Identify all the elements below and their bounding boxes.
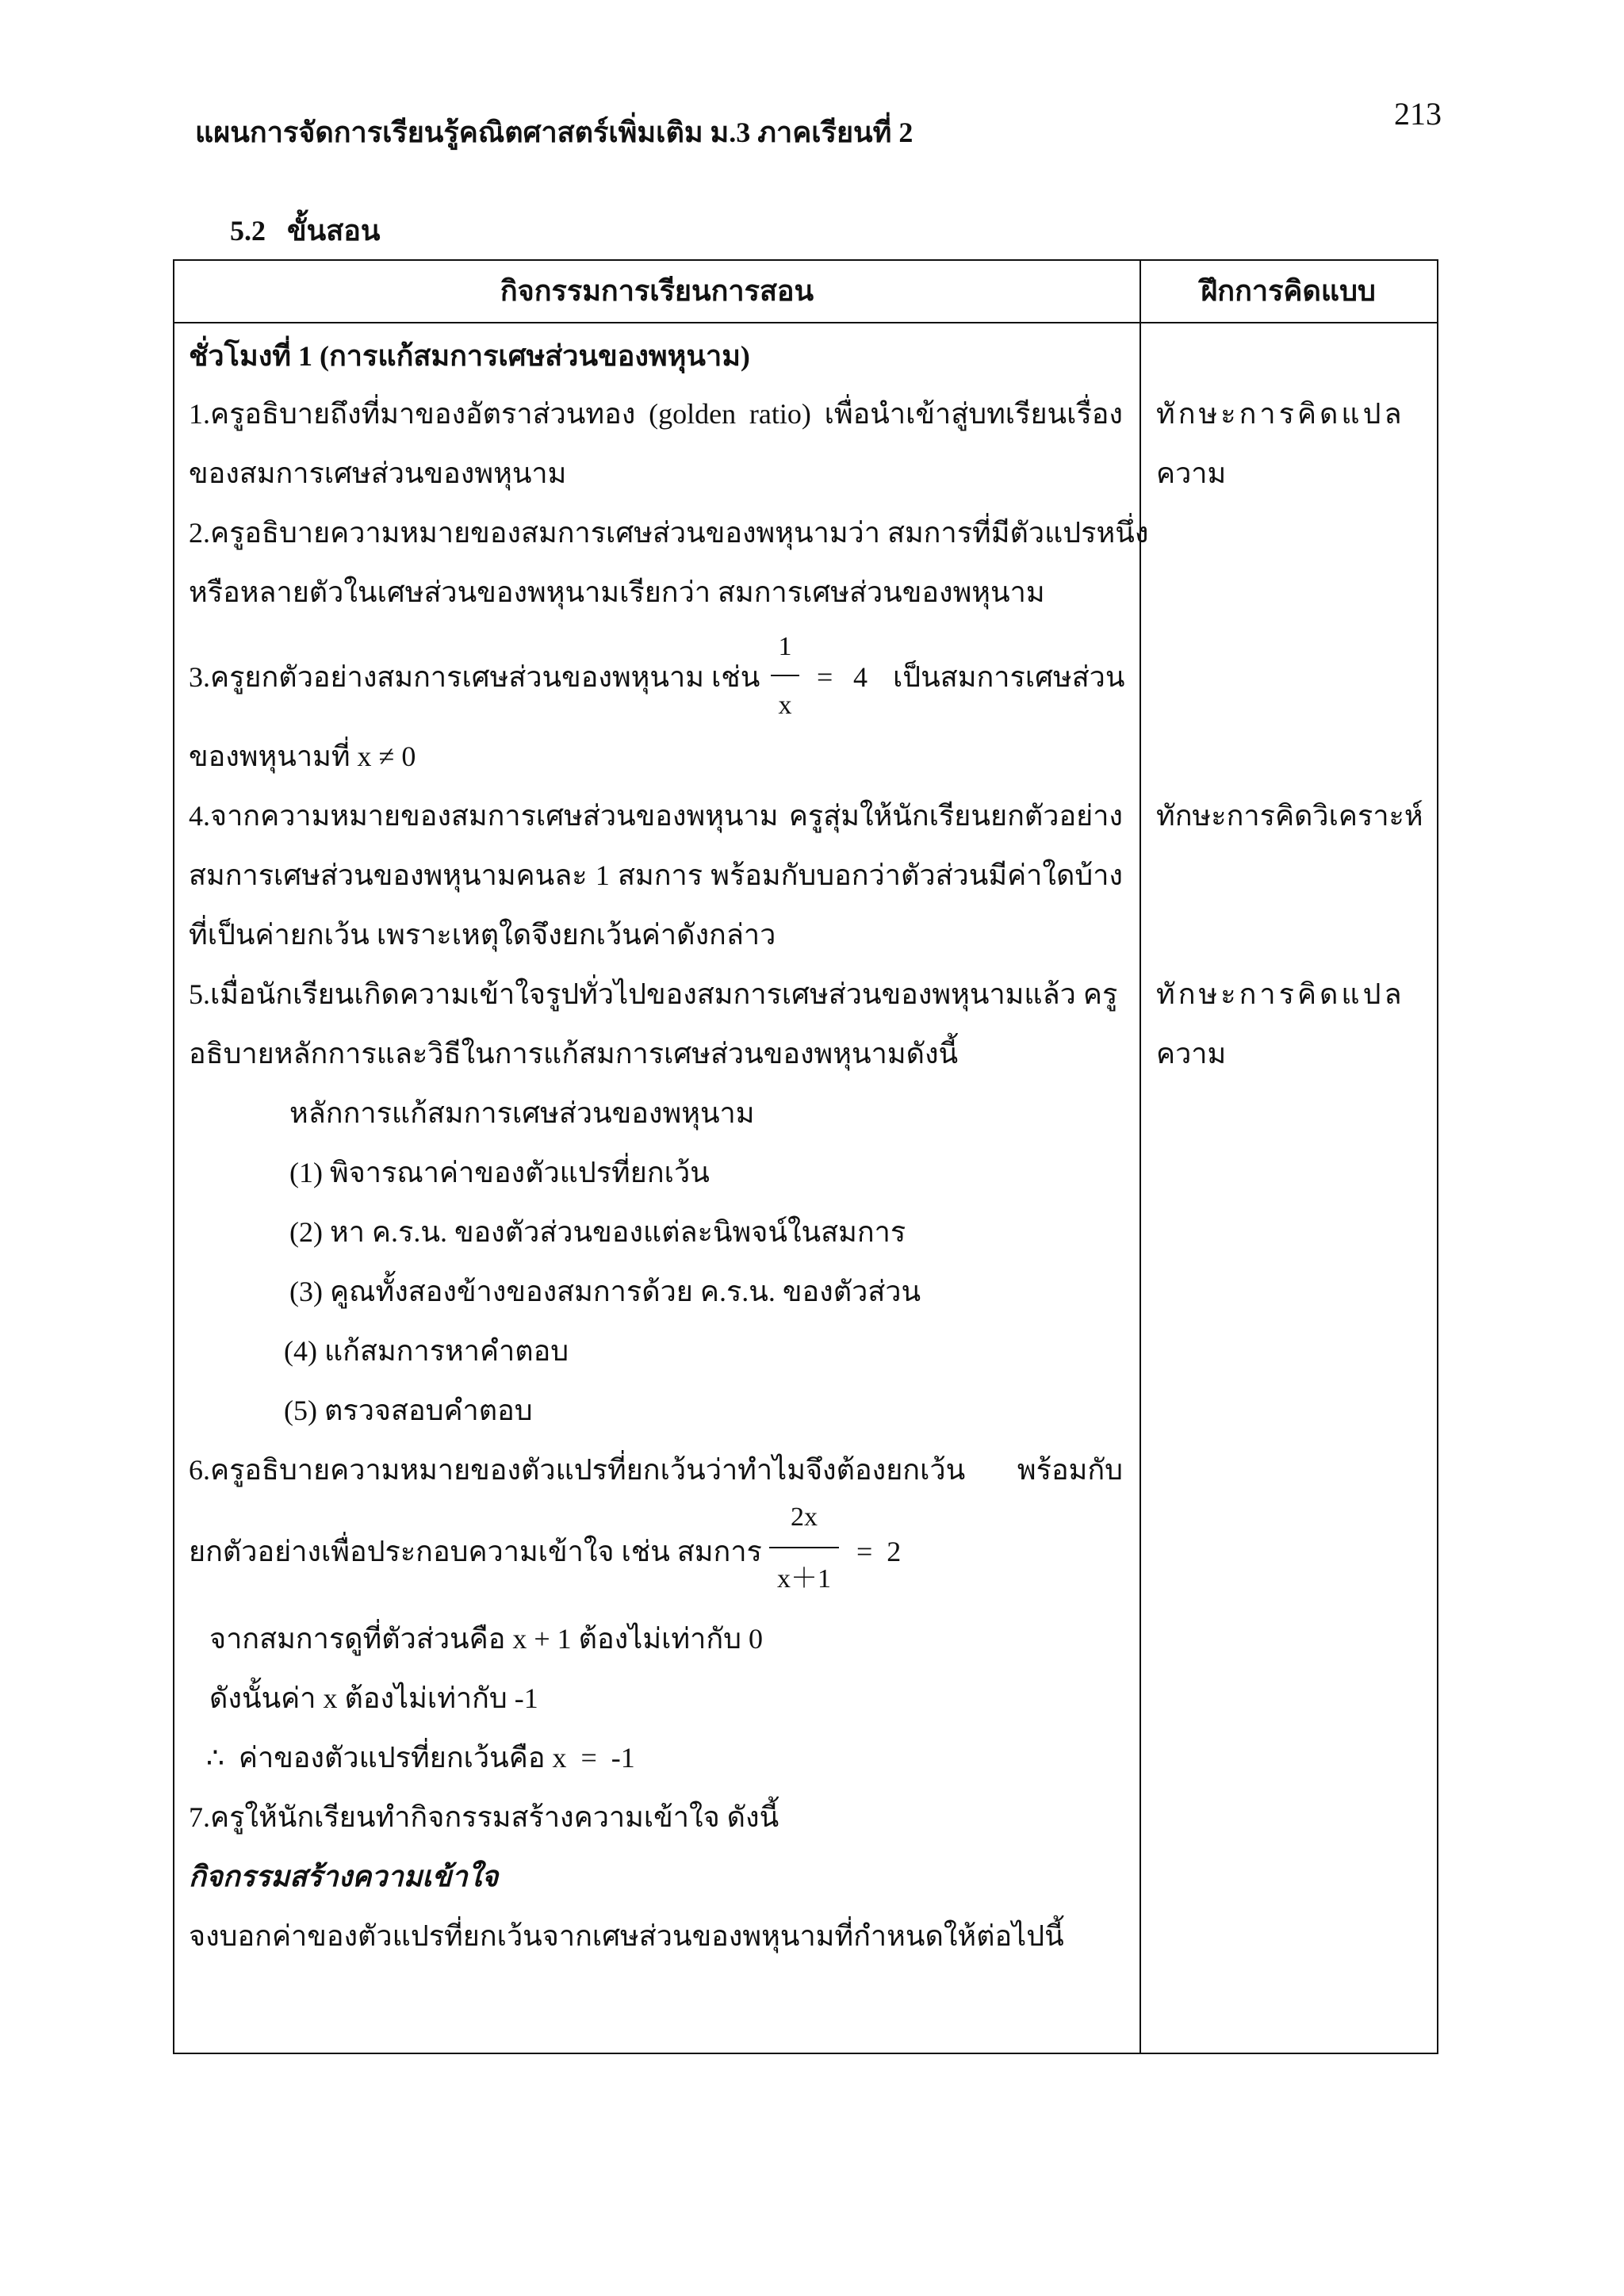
step6-lead: ยกตัวอย่างเพื่อประกอบความเข้าใจ เช่น สมการ — [189, 1536, 762, 1567]
step3-fraction-denominator: x — [778, 691, 792, 720]
step2-line2: หรือหลายตัวในเศษส่วนของพหุนามเรียกว่า สมการเศษส่วนของพหุนาม — [189, 576, 1045, 608]
skill-interpret-1-cont: ความ — [1156, 457, 1227, 489]
lesson-table — [173, 259, 1438, 2054]
skill-column-header: ฝึกการคิดแบบ — [1201, 275, 1376, 307]
step6-rhs: = 2 — [856, 1536, 902, 1567]
page-number: 213 — [1394, 96, 1442, 132]
activity-title: กิจกรรมสร้างความเข้าใจ — [189, 1861, 499, 1892]
principle-2: (2) หา ค.ร.น. ของตัวส่วนของแต่ละนิพจน์ในสมการ — [289, 1216, 906, 1248]
step3-rhs: 4 — [853, 661, 868, 693]
principles-title: หลักการแก้สมการเศษส่วนของพหุนาม — [289, 1097, 755, 1129]
step3-equals: = — [817, 661, 833, 693]
step3-line2: ของพหุนามที่ x ≠ 0 — [189, 740, 416, 772]
skill-interpret-2: ทักษะการคิดแปล — [1156, 978, 1405, 1010]
activity-instruction: จงบอกค่าของตัวแปรที่ยกเว้นจากเศษส่วนของพหุนามที่กำหนดให้ต่อไปนี้ — [189, 1920, 1064, 1952]
fraction-bar — [771, 675, 799, 676]
step3-fraction-numerator: 1 — [778, 632, 792, 661]
step6-note-1: จากสมการดูที่ตัวส่วนคือ x + 1 ต้องไม่เท่ากับ 0 — [209, 1623, 763, 1655]
document-header-title: แผนการจัดการเรียนรู้คณิตศาสตร์เพิ่มเติม ม.3 ภาคเรียนที่ 2 — [195, 117, 914, 148]
step6-fraction-denominator: x＋1 — [777, 1564, 831, 1594]
step6-fraction — [769, 1504, 839, 1599]
principle-5: (5) ตรวจสอบคำตอบ — [284, 1395, 533, 1426]
step6-note-3: ∴ ค่าของตัวแปรที่ยกเว้นคือ x = -1 — [206, 1742, 635, 1774]
step4-line1: 4.จากความหมายของสมการเศษส่วนของพหุนาม ครูสุ่มให้นักเรียนยกตัวอย่าง — [189, 800, 1123, 832]
step4-line2: สมการเศษส่วนของพหุนามคนละ 1 สมการ พร้อมกับบอกว่าตัวส่วนมีค่าใดบ้าง — [189, 859, 1123, 891]
step6-note-2: ดังนั้นค่า x ต้องไม่เท่ากับ -1 — [209, 1682, 538, 1714]
hour-title: ชั่วโมงที่ 1 (การแก้สมการเศษส่วนของพหุนาม) — [189, 340, 750, 372]
principle-1: (1) พิจารณาค่าของตัวแปรที่ยกเว้น — [289, 1157, 710, 1188]
step3-lead: 3.ครูยกตัวอย่างสมการเศษส่วนของพหุนาม เช่น — [189, 661, 760, 693]
section-heading: 5.2 ขั้นสอน — [230, 215, 381, 247]
step6-line1: 6.ครูอธิบายความหมายของตัวแปรที่ยกเว้นว่าทำไมจึงต้องยกเว้น พร้อมกับ — [189, 1454, 1123, 1486]
step3-tail: เป็นสมการเศษส่วน — [893, 661, 1125, 693]
fraction-bar — [769, 1547, 839, 1548]
step1-line1: 1.ครูอธิบายถึงที่มาของอัตราส่วนทอง (golden ratio) เพื่อนำเข้าสู่บทเรียนเรื่อง — [189, 398, 1123, 430]
step6-fraction-numerator: 2x — [791, 1502, 818, 1532]
principle-4: (4) แก้สมการหาคำตอบ — [284, 1335, 569, 1367]
step3-fraction — [771, 633, 799, 721]
step2-line1: 2.ครูอธิบายความหมายของสมการเศษส่วนของพหุนามว่า สมการที่มีตัวแปรหนึ่ง — [189, 517, 1149, 549]
step7: 7.ครูให้นักเรียนทำกิจกรรมสร้างความเข้าใจ ดังนี้ — [189, 1801, 779, 1833]
header-divider — [174, 322, 1437, 323]
principle-3: (3) คูณทั้งสองข้างของสมการด้วย ค.ร.น. ของตัวส่วน — [289, 1276, 921, 1307]
step4-line3: ที่เป็นค่ายกเว้น เพราะเหตุใดจึงยกเว้นค่าดังกล่าว — [189, 919, 776, 951]
step5-line2: อธิบายหลักการและวิธีในการแก้สมการเศษส่วนของพหุนามดังนี้ — [189, 1038, 959, 1070]
skill-interpret-1: ทักษะการคิดแปล — [1156, 398, 1405, 430]
activity-column-header: กิจกรรมการเรียนการสอน — [500, 275, 814, 307]
skill-interpret-2-cont: ความ — [1156, 1038, 1227, 1070]
step5-line1: 5.เมื่อนักเรียนเกิดความเข้าใจรูปทั่วไปของสมการเศษส่วนของพหุนามแล้ว ครู — [189, 978, 1118, 1010]
skill-analyze: ทักษะการคิดวิเคราะห์ — [1156, 800, 1423, 832]
step1-line2: ของสมการเศษส่วนของพหุนาม — [189, 457, 567, 489]
